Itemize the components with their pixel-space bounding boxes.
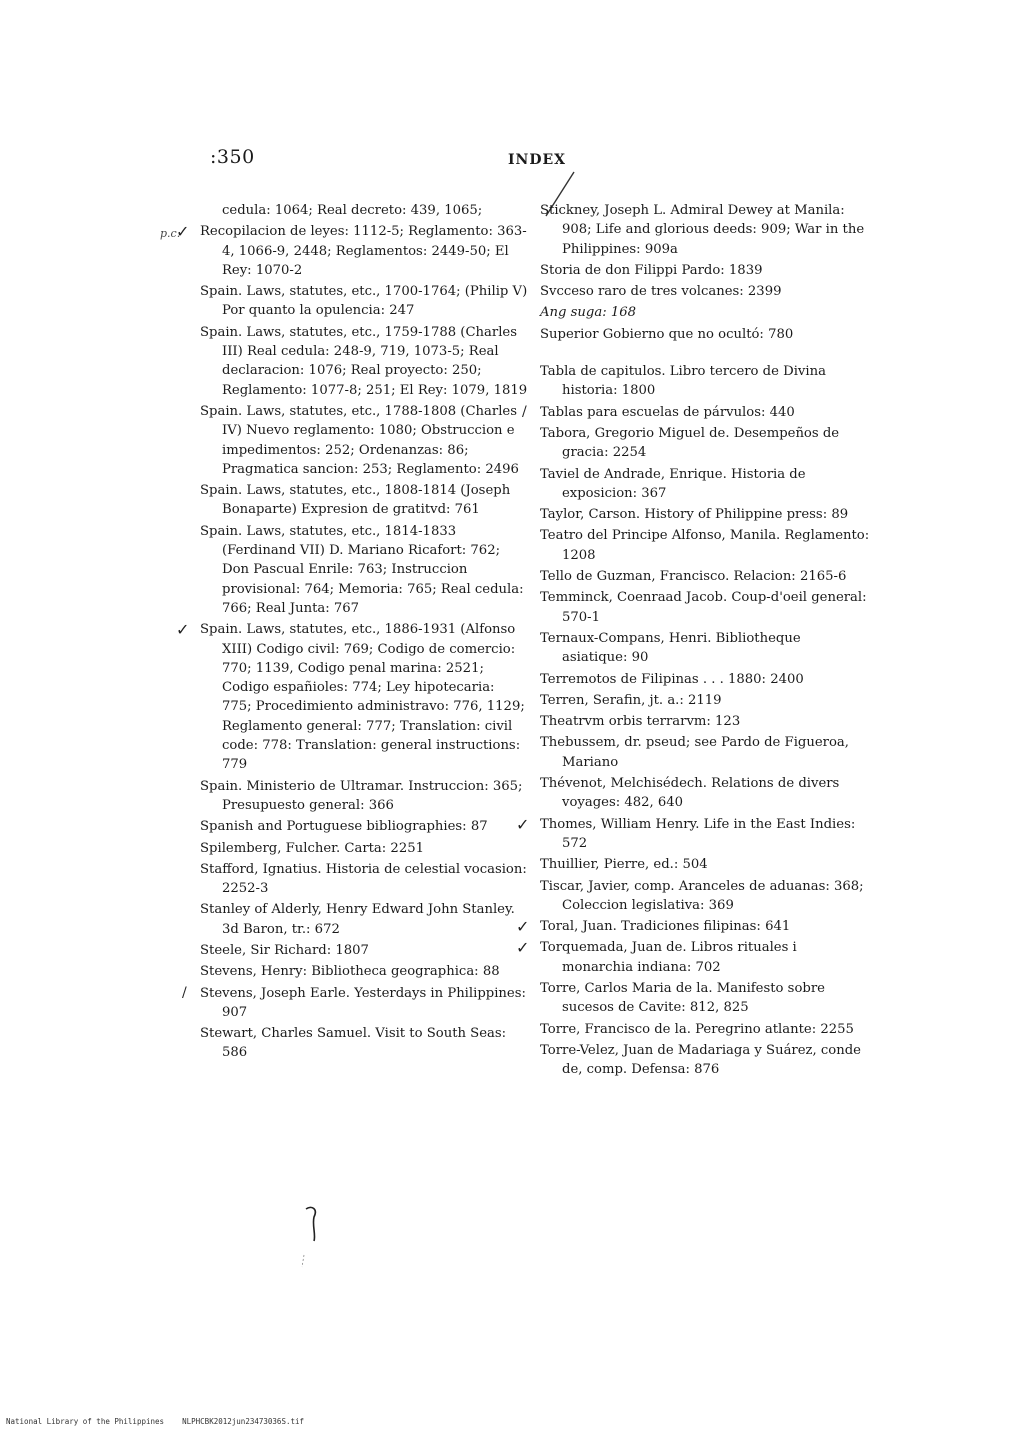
entry-text: Spain. Laws, statutes, etc., 1700-1764; (Philip V) Por quanto la opulencia: 247 [200,284,528,319]
entry-text: Stewart, Charles Samuel. Visit to South Seas: 586 [200,1026,507,1061]
entry-text: Tello de Guzman, Francisco. Relacion: 2165-6 [540,569,847,585]
entry-text: Teatro del Principe Alfonso, Manila. Reglamento: 1208 [540,528,870,563]
index-entry [540,362,870,401]
index-entry [200,201,528,220]
entry-text: Tabora, Gregorio Miguel de. Desempeños de gracia: 2254 [540,425,840,461]
index-entry [540,261,870,280]
index-entry [540,629,870,668]
index-entry [182,984,528,1023]
index-entry [540,979,870,1018]
page-number: :350 [210,146,255,168]
index-entry [200,860,528,899]
checkmark-icon: ✓ [516,917,530,937]
index-entry [200,1024,528,1063]
index-entry [200,839,528,858]
entry-text: Temminck, Coenraad Jacob. Coup-d'oeil general: 570-1 [540,590,867,625]
entry-text: Storia de don Filippi Pardo: 1839 [540,262,763,278]
index-entry [176,620,528,774]
entry-text: Ternaux-Compans, Henri. Bibliotheque asiatique: 90 [540,630,801,666]
entry-text: Thebussem, dr. pseud; see Pardo de Figueroa, Mariano [540,735,849,770]
checkmark-icon: ✓ [176,620,190,640]
index-entry [540,877,870,916]
entry-text: Stickney, Joseph L. Admiral Dewey at Manila: 908; Life and glorious deeds: 909; War in the Philippines: 909a [540,203,865,257]
index-entry [540,567,870,586]
entry-text: Torre, Carlos Maria de la. Manifesto sobre sucesos de Cavite: 812, 825 [540,980,825,1016]
index-entry [540,325,870,344]
checkmark-icon: / [182,984,187,1001]
index-entry [540,505,870,524]
entry-text: Spilemberg, Fulcher. Carta: 2251 [200,840,424,856]
entry-text: Spain. Laws, statutes, etc., 1886-1931 (Alfonso XIII) Codigo civil: 769; Codigo de comercio: 770; 1139, Codigo penal marina: 2521; Codigo españioles: 774; Ley hipotecaria: 775; Procedimiento administravo: 776, 1129; Reglamento general: 777; Translation: civil code: 778: Translation: general instructions: 779 [200,622,525,773]
index-entry [540,201,870,259]
index-entry [516,917,870,937]
entry-text: Spain. Laws, statutes, etc., 1814-1833 (Ferdinand VII) D. Mariano Ricafort: 762; Don Pascual Enrile: 763; Instruccion provisional: 764; Memoria: 765; Real cedula: 766; Real Junta: 767 [200,523,524,616]
index-entry [200,962,528,981]
entry-text: cedula: 1064; Real decreto: 439, 1065; [222,203,483,218]
index-entry [516,814,870,854]
handwritten-hook-mark [298,1205,328,1275]
index-entry [540,733,870,772]
entry-text: Recopilacion de leyes: 1112-5; Reglamento: 363-4, 1066-9, 2448; Reglamentos: 2449-50; El Rey: 1070-2 [200,224,527,278]
entry-text: Tabla de capitulos. Libro tercero de Divina historia: 1800 [540,364,826,399]
entry-text: Tiscar, Javier, comp. Aranceles de aduanas: 368; Coleccion legislativa: 369 [540,878,864,913]
entry-text: Tablas para escuelas de párvulos: 440 [540,404,795,420]
entry-text: Thévenot, Melchisédech. Relations de divers voyages: 482, 640 [540,776,840,811]
entry-text: Thuillier, Pierre, ed.: 504 [540,857,708,873]
index-entry [516,938,870,977]
index-entry [200,522,528,618]
entry-text: Theatrvm orbis terrarvm: 123 [540,714,741,730]
handwritten-note: p.c. [160,227,181,241]
index-entry [200,323,528,400]
index-entry [540,526,870,565]
index-entry [540,1020,870,1039]
checkmark-icon: ✓ [176,222,190,242]
index-entry [540,424,870,463]
entry-text: Spanish and Portuguese bibliographies: 87 [200,819,488,835]
entry-text: Terren, Serafin, jt. a.: 2119 [540,692,722,708]
index-entry [160,222,528,280]
entry-text: Stevens, Henry: Bibliotheca geographica: 88 [200,964,500,980]
entry-text: Steele, Sir Richard: 1807 [200,942,369,958]
checkmark-icon: ✓ [516,938,530,958]
checkmark-icon: ✓ [516,814,530,834]
entry-text: Stanley of Alderly, Henry Edward John Stanley. 3d Baron, tr.: 672 [200,902,515,937]
entry-text: Torre-Velez, Juan de Madariaga y Suárez, conde de, comp. Defensa: 876 [540,1042,861,1078]
index-entry [540,774,870,813]
index-entry [200,900,528,939]
entry-text: Spain. Laws, statutes, etc., 1788-1808 (Charles IV) Nuevo reglamento: 1080; Obstruccion e impedimentos: 252; Ordenanzas: 86; Pragmatica sancion: 253; Reglamento: 2496 [200,403,519,477]
index-entry [540,712,870,731]
entry-text: Terremotos de Filipinas . . . 1880: 2400 [540,671,804,687]
entry-text: Taylor, Carson. History of Philippine press: 89 [540,507,849,523]
entry-text: Superior Gobierno que no ocultó: 780 [540,326,794,342]
index-entry [540,282,870,301]
index-entry [540,303,870,322]
entry-text: Svcceso raro de tres volcanes: 2399 [540,284,782,300]
left-column [160,201,528,1065]
running-head: INDEX [508,152,567,168]
entry-text: Stevens, Joseph Earle. Yesterdays in Philippines: 907 [200,985,526,1020]
index-entry [540,465,870,504]
index-entry [200,777,528,816]
index-entry [540,1041,870,1080]
entry-text: Taviel de Andrade, Enrique. Historia de exposicion: 367 [540,466,806,501]
index-entry [200,814,530,836]
index-entry [200,402,528,479]
entry-text: Stafford, Ignatius. Historia de celestial vocasion: 2252-3 [200,861,527,897]
scan-footer: National Library of the Philippines NLPHCBK2012jun23473036S.tif [6,1417,305,1426]
index-entry [200,282,528,321]
index-entry [522,403,870,422]
index-entry [540,855,870,874]
entry-text: Thomes, William Henry. Life in the East Indies: 572 [540,816,856,851]
index-entry [540,670,870,689]
entry-text: Spain. Ministerio de Ultramar. Instruccion: 365; Presupuesto general: 366 [200,778,523,813]
slash-mark-icon: / [522,403,527,420]
entry-text: Spain. Laws, statutes, etc., 1759-1788 (Charles III) Real cedula: 248-9, 719, 1073-5; Real declaracion: 1076; Real proyecto: 250; Reglamento: 1077-8; 251; El Rey: 1079, 1819 [200,324,528,398]
entry-text: Toral, Juan. Tradiciones filipinas: 641 [540,919,791,935]
right-column [516,201,870,1081]
index-entry [200,481,528,520]
entry-text: Torquemada, Juan de. Libros rituales i monarchia indiana: 702 [540,940,797,975]
index-entry [540,691,870,710]
index-entry [540,588,870,627]
entry-text: Torre, Francisco de la. Peregrino atlante: 2255 [540,1021,854,1037]
entry-text: Ang suga: 168 [540,305,637,321]
index-entry [200,941,528,960]
entry-text: Spain. Laws, statutes, etc., 1808-1814 (Joseph Bonaparte) Expresion de gratitvd: 761 [200,483,511,518]
